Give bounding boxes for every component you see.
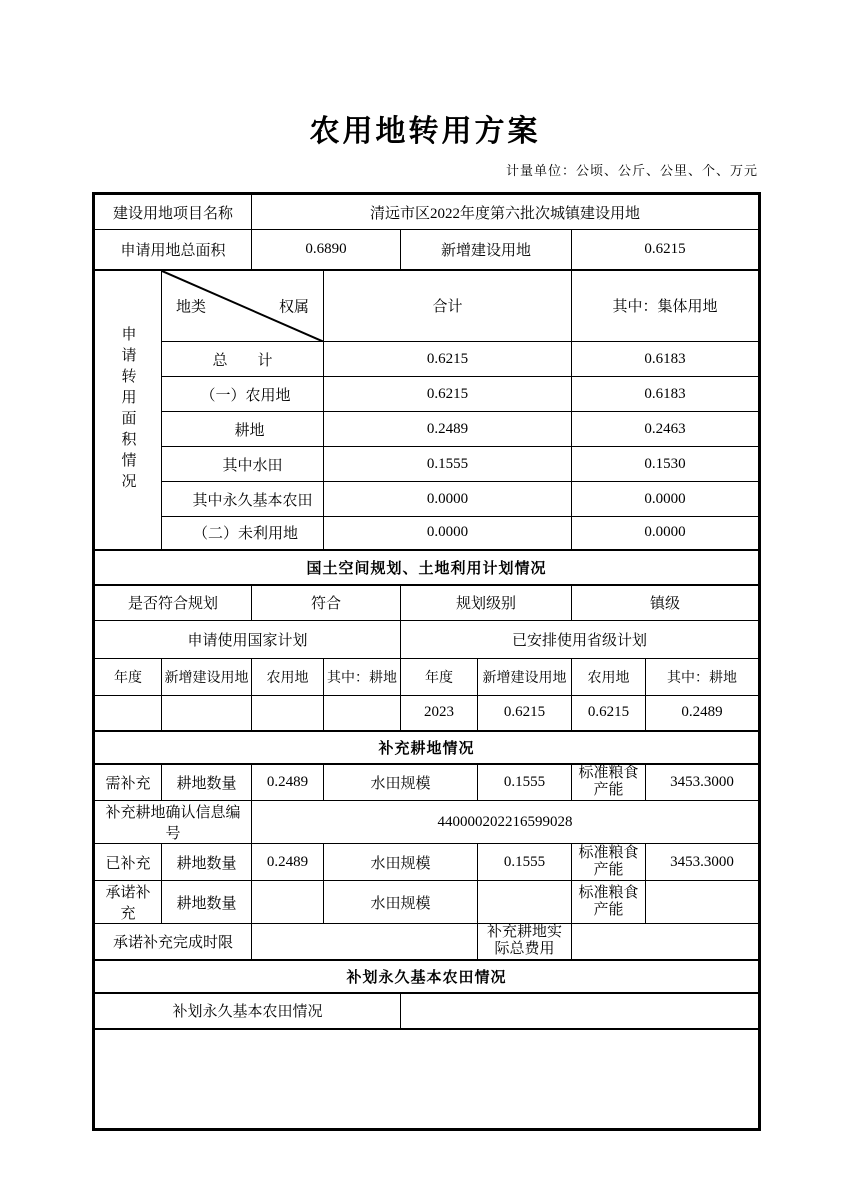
paddy-scale-value: 0.1555: [478, 844, 572, 881]
national-cultivated-value: [324, 696, 401, 731]
conversion-row-total: 0.2489: [324, 412, 572, 447]
cultivated-qty-value: 0.2489: [252, 844, 324, 881]
plan-col-newland: 新增建设用地: [162, 659, 252, 696]
supplement-category: 需补充: [94, 764, 162, 801]
conversion-row-label: 其中水田: [162, 447, 324, 482]
grain-capacity-label: 标准粮食产能: [572, 764, 646, 801]
cultivated-qty-label: 耕地数量: [162, 881, 252, 924]
paddy-scale-label: 水田规模: [324, 881, 478, 924]
provincial-agri-value: 0.6215: [572, 696, 646, 731]
plan-col-newland: 新增建设用地: [478, 659, 572, 696]
conversion-side-label-cell: [94, 270, 162, 550]
conversion-row-total: 0.6215: [324, 342, 572, 377]
provincial-plan-header: 已安排使用省级计划: [401, 621, 760, 659]
supplement-row: [94, 881, 760, 924]
deadline-value: [252, 924, 478, 960]
paddy-scale-value: [478, 881, 572, 924]
cultivated-qty-value: 0.2489: [252, 764, 324, 801]
conversion-row-label: （二）未利用地: [162, 517, 324, 550]
national-newland-value: [162, 696, 252, 731]
actual-cost-label: 补充耕地实际总费用: [478, 924, 572, 960]
supplement-confirm-label: 补充耕地确认信息编号: [94, 801, 252, 844]
conversion-row: [94, 447, 760, 482]
deadline-label: 承诺补充完成时限: [94, 924, 252, 960]
col-header-total: 合计: [324, 270, 572, 342]
provincial-newland-value: 0.6215: [478, 696, 572, 731]
supplement-row: [94, 764, 760, 801]
planning-section-title: 国土空间规划、土地利用计划情况: [94, 550, 760, 585]
national-plan-header: 申请使用国家计划: [94, 621, 401, 659]
national-agri-value: [252, 696, 324, 731]
farmland-row-label: 补划永久基本农田情况: [94, 993, 401, 1029]
diagonal-header-cell: [162, 270, 324, 342]
farmland-section-title: 补划永久基本农田情况: [94, 960, 760, 993]
land-conversion-form-table: [92, 192, 761, 1131]
conversion-row: [94, 482, 760, 517]
plan-col-agri: 农用地: [572, 659, 646, 696]
national-year-value: [94, 696, 162, 731]
plan-col-cultivated: 其中：耕地: [646, 659, 760, 696]
compliance-value: 符合: [252, 585, 401, 621]
conversion-row-total: 0.6215: [324, 377, 572, 412]
grain-capacity-label: 标准粮食产能: [572, 881, 646, 924]
grain-capacity-value: 3453.3000: [646, 764, 760, 801]
conversion-row-total: 0.0000: [324, 482, 572, 517]
supplement-category: 已补充: [94, 844, 162, 881]
conversion-row: [94, 412, 760, 447]
total-area-label: 申请用地总面积: [94, 230, 252, 270]
remarks-empty-cell: [94, 1029, 760, 1130]
new-construction-label: 新增建设用地: [401, 230, 572, 270]
grain-capacity-label: 标准粮食产能: [572, 844, 646, 881]
provincial-cultivated-value: 0.2489: [646, 696, 760, 731]
total-area-value: 0.6890: [252, 230, 401, 270]
plan-level-value: 镇级: [572, 585, 760, 621]
conversion-row-total: 0.0000: [324, 517, 572, 550]
conversion-row-collective: 0.0000: [572, 517, 760, 550]
conversion-row-collective: 0.0000: [572, 482, 760, 517]
grain-capacity-value: 3453.3000: [646, 844, 760, 881]
col-header-collective: 其中：集体用地: [572, 270, 760, 342]
conversion-row-collective: 0.6183: [572, 342, 760, 377]
plan-col-agri: 农用地: [252, 659, 324, 696]
cultivated-qty-label: 耕地数量: [162, 844, 252, 881]
supplement-section-title: 补充耕地情况: [94, 731, 760, 764]
conversion-side-label: 申请转用面积情况: [119, 325, 136, 494]
grain-capacity-value: [646, 881, 760, 924]
actual-cost-value: [572, 924, 760, 960]
conversion-row-collective: 0.1530: [572, 447, 760, 482]
supplement-confirm-value: 440000202216599028: [252, 801, 760, 844]
cultivated-qty-value: [252, 881, 324, 924]
plan-level-label: 规划级别: [401, 585, 572, 621]
conversion-row-total: 0.1555: [324, 447, 572, 482]
paddy-scale-label: 水田规模: [324, 844, 478, 881]
project-name-label: 建设用地项目名称: [94, 194, 252, 230]
measure-unit-note: 计量单位：公顷、公斤、公里、个、万元: [505, 163, 758, 178]
plan-col-year: 年度: [94, 659, 162, 696]
conversion-row: [94, 342, 760, 377]
conversion-row-collective: 0.2463: [572, 412, 760, 447]
conversion-row-label: 总 计: [162, 342, 324, 377]
paddy-scale-label: 水田规模: [324, 764, 478, 801]
conversion-row-label: 耕地: [162, 412, 324, 447]
cultivated-qty-label: 耕地数量: [162, 764, 252, 801]
conversion-row: [94, 517, 760, 550]
project-name-value: 清远市区2022年度第六批次城镇建设用地: [252, 194, 760, 230]
plan-col-year: 年度: [401, 659, 478, 696]
document-title: 农用地转用方案: [309, 115, 541, 148]
new-construction-value: 0.6215: [572, 230, 760, 270]
conversion-row-label: （一）农用地: [162, 377, 324, 412]
compliance-label: 是否符合规划: [94, 585, 252, 621]
diagonal-landtype-label: 地类: [176, 299, 207, 316]
paddy-scale-value: 0.1555: [478, 764, 572, 801]
conversion-row: [94, 377, 760, 412]
supplement-category: 承诺补充: [94, 881, 162, 924]
diagonal-ownership-label: 权属: [279, 299, 310, 316]
conversion-row-collective: 0.6183: [572, 377, 760, 412]
plan-col-cultivated: 其中：耕地: [324, 659, 401, 696]
supplement-row: [94, 844, 760, 881]
farmland-row-value: [401, 993, 760, 1029]
conversion-row-label: 其中永久基本农田: [162, 482, 324, 517]
provincial-year-value: 2023: [401, 696, 478, 731]
